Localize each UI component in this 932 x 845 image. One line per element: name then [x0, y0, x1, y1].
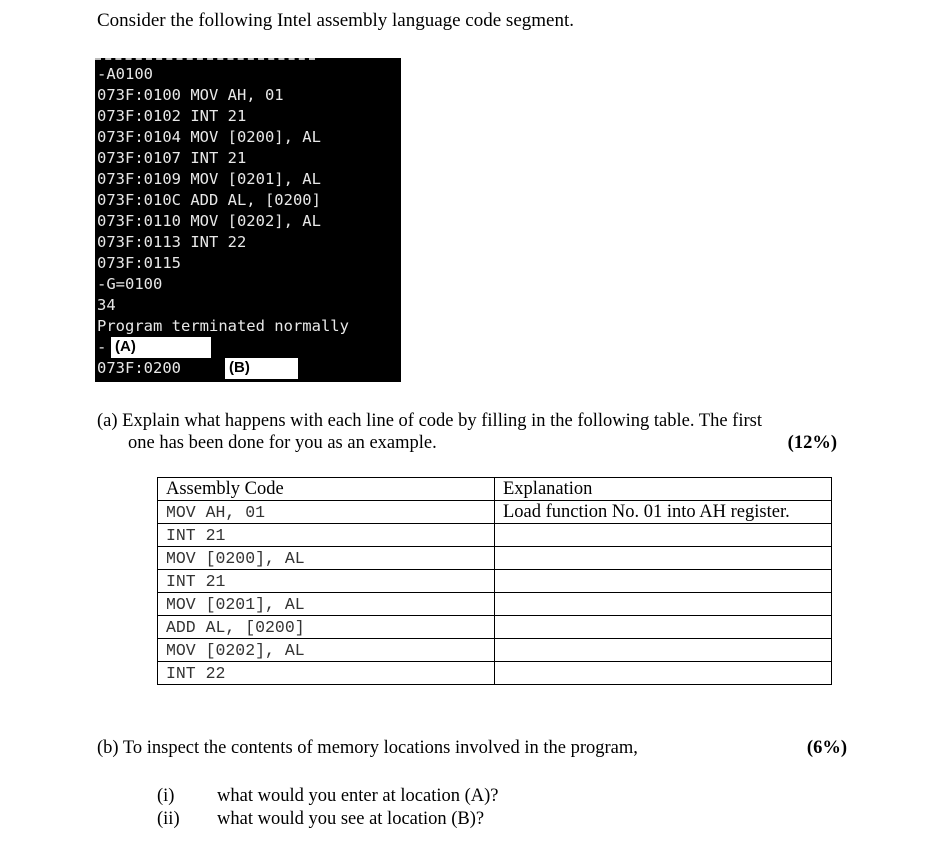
table-row — [158, 547, 832, 570]
console-top-edge — [95, 58, 315, 63]
console-line: -A0100 — [97, 65, 153, 83]
code-cell: ADD AL, [0200] — [158, 616, 495, 639]
console-line: 34 — [97, 296, 116, 314]
code-cell: MOV [0200], AL — [158, 547, 495, 570]
part-b-marks: (6%) — [806, 738, 847, 758]
table-row — [158, 570, 832, 593]
explanation-cell[interactable] — [495, 547, 832, 570]
part-a-line-1: (a) Explain what happens with each line of code by filling in the following table. The first — [97, 411, 762, 431]
console-line: -G=0100 — [97, 275, 163, 293]
debug-console-screenshot — [95, 58, 401, 382]
code-cell: MOV AH, 01 — [158, 501, 495, 524]
location-b-box: (B) — [225, 358, 298, 379]
explanation-table — [157, 477, 832, 685]
location-a-box: (A) — [111, 337, 211, 358]
sub-number: (i) — [157, 786, 175, 806]
header-explanation: Explanation — [495, 478, 832, 501]
console-line: 073F:0104 MOV [0200], AL — [97, 128, 321, 146]
explanation-cell[interactable] — [495, 593, 832, 616]
header-assembly-code: Assembly Code — [158, 478, 495, 501]
console-line: 073F:0107 INT 21 — [97, 149, 247, 167]
explanation-cell[interactable] — [495, 616, 832, 639]
console-line: 073F:010C ADD AL, [0200] — [97, 191, 321, 209]
explanation-cell[interactable] — [495, 570, 832, 593]
console-line: 073F:0109 MOV [0201], AL — [97, 170, 321, 188]
table-row — [158, 662, 832, 685]
intro-text: Consider the following Intel assembly language code segment. — [97, 10, 574, 31]
console-line: Program terminated normally — [97, 317, 349, 335]
code-cell: INT 21 — [158, 570, 495, 593]
table-row — [158, 501, 832, 524]
code-cell: INT 22 — [158, 662, 495, 685]
explanation-cell[interactable] — [495, 639, 832, 662]
explanation-cell[interactable] — [495, 524, 832, 547]
part-a-marks: (12%) — [787, 433, 837, 453]
code-cell: INT 21 — [158, 524, 495, 547]
console-line: 073F:0113 INT 22 — [97, 233, 247, 251]
part-a-line-2-row — [97, 432, 837, 454]
explanation-cell[interactable]: Load function No. 01 into AH register. — [495, 501, 832, 524]
sub-text: what would you enter at location (A)? — [217, 786, 499, 806]
table-row — [158, 616, 832, 639]
console-line: - — [97, 338, 107, 356]
part-b-question — [97, 738, 847, 759]
part-a-line-2: one has been done for you as an example. — [128, 433, 437, 453]
console-line: 073F:0102 INT 21 — [97, 107, 247, 125]
console-line: 073F:0110 MOV [0202], AL — [97, 212, 321, 230]
console-line: 073F:0115 — [97, 254, 181, 272]
table-row — [158, 524, 832, 547]
sub-text: what would you see at location (B)? — [217, 809, 485, 829]
explanation-cell[interactable] — [495, 662, 832, 685]
table-header-row — [158, 478, 832, 501]
code-cell: MOV [0202], AL — [158, 639, 495, 662]
console-line: 073F:0100 MOV AH, 01 — [97, 86, 284, 104]
table-row — [158, 593, 832, 616]
part-b-sub-i — [157, 786, 499, 807]
table-row — [158, 639, 832, 662]
part-b-text: (b) To inspect the contents of memory locations involved in the program, — [97, 738, 638, 758]
part-b-sub-ii — [157, 809, 484, 830]
console-line: 073F:0200 — [97, 359, 181, 377]
part-a-question — [97, 410, 837, 454]
sub-number: (ii) — [157, 809, 180, 829]
code-cell: MOV [0201], AL — [158, 593, 495, 616]
